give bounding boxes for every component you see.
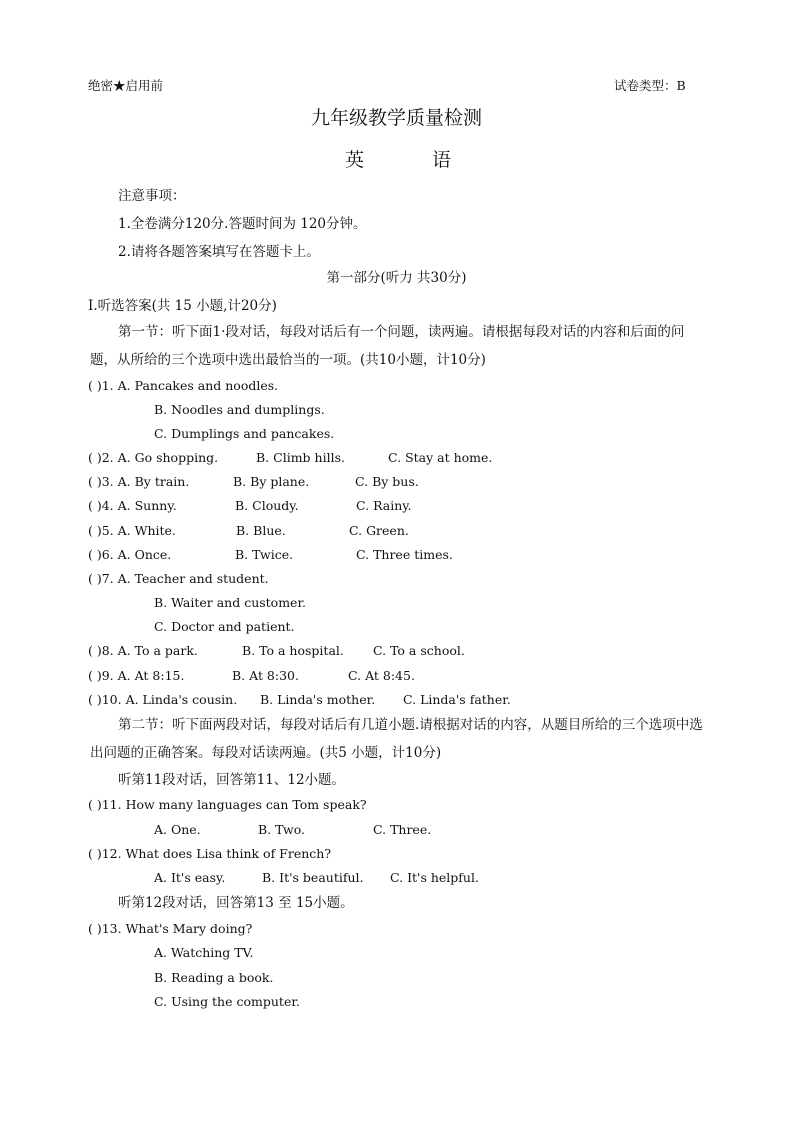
question-8-option-c: C. To a school. <box>373 643 465 658</box>
confidential-mark: 绝密★启用前 <box>88 78 164 93</box>
question-2-option-c: C. Stay at home. <box>388 450 493 465</box>
question-13-stem: ( )13. What's Mary doing? <box>88 921 253 936</box>
question-3-stem: ( )3. A. By train. <box>88 474 190 489</box>
question-7-stem: ( )7. A. Teacher and student. <box>88 571 269 586</box>
question-1-stem: ( )1. A. Pancakes and noodles. <box>88 378 279 393</box>
question-5-option-c: C. Green. <box>349 523 409 538</box>
question-10-option-c: C. Linda's father. <box>403 692 511 707</box>
question-5-option-b: B. Blue. <box>236 523 286 538</box>
question-11-option-a: A. One. <box>154 822 201 837</box>
question-4-stem: ( )4. A. Sunny. <box>88 498 177 513</box>
section2-intro: 第二节：听下面两段对话，每段对话后有几道小题.请根据对话的内容，从题目所给的三个选项中选出问题的正确答案。每段对话读两遍。(共5 小题，计10分) <box>90 717 703 761</box>
question-13-option-a: A. Watching TV. <box>154 945 254 960</box>
paper-type: 试卷类型：B <box>614 78 686 93</box>
question-12-option-a: A. It's easy. <box>154 870 226 885</box>
question-4-option-c: C. Rainy. <box>356 498 412 513</box>
question-7-option-c: C. Doctor and patient. <box>154 619 295 634</box>
exam-title: 九年级教学质量检测 <box>310 107 482 129</box>
dialog-12-intro: 听第12段对话，回答第13 至 15小题。 <box>118 895 354 911</box>
question-6-option-b: B. Twice. <box>235 547 294 562</box>
question-13-option-b: B. Reading a book. <box>154 970 274 985</box>
question-11-option-c: C. Three. <box>373 822 432 837</box>
question-12-option-c: C. It's helpful. <box>390 870 479 885</box>
question-2-option-b: B. Climb hills. <box>256 450 345 465</box>
note-item-1: 1.全卷满分120分.答题时间为 120分钟。 <box>118 216 367 232</box>
section-title: Ⅰ.听选答案(共 15 小题,计20分) <box>88 298 277 314</box>
question-8-stem: ( )8. A. To a park. <box>88 643 198 658</box>
subject-char-1: 英 <box>345 149 365 171</box>
question-3-option-c: C. By bus. <box>355 474 419 489</box>
notes-heading: 注意事项： <box>118 188 186 204</box>
question-5-stem: ( )5. A. White. <box>88 523 176 538</box>
question-9-option-b: B. At 8:30. <box>232 668 299 683</box>
part-title: 第一部分(听力 共30分) <box>326 270 467 286</box>
question-10-stem: ( )10. A. Linda's cousin. <box>88 692 238 707</box>
question-1-option-c: C. Dumplings and pancakes. <box>154 426 335 441</box>
question-2-stem: ( )2. A. Go shopping. <box>88 450 219 465</box>
question-13-option-c: C. Using the computer. <box>154 994 300 1009</box>
question-9-option-c: C. At 8:45. <box>348 668 415 683</box>
question-3-option-b: B. By plane. <box>233 474 310 489</box>
note-item-2: 2.请将各题答案填写在答题卡上。 <box>118 244 320 260</box>
question-11-stem: ( )11. How many languages can Tom speak? <box>88 797 367 812</box>
question-10-option-b: B. Linda's mother. <box>260 692 376 707</box>
question-12-stem: ( )12. What does Lisa think of French? <box>88 846 332 861</box>
question-6-option-c: C. Three times. <box>356 547 453 562</box>
question-6-stem: ( )6. A. Once. <box>88 547 172 562</box>
question-8-option-b: B. To a hospital. <box>242 643 344 658</box>
question-7-option-b: B. Waiter and customer. <box>154 595 307 610</box>
question-9-stem: ( )9. A. At 8:15. <box>88 668 185 683</box>
dialog-11-intro: 听第11段对话，回答第11、12小题。 <box>118 772 346 788</box>
question-12-option-b: B. It's beautiful. <box>262 870 364 885</box>
subject-char-2: 语 <box>432 149 452 171</box>
question-1-option-b: B. Noodles and dumplings. <box>154 402 325 417</box>
section1-intro: 第一节：听下面1·段对话，每段对话后有一个问题，读两遍。请根据每段对话的内容和后面的问题，从所给的三个选项中选出最恰当的一项。(共10小题，计10分) <box>90 324 685 368</box>
question-4-option-b: B. Cloudy. <box>235 498 299 513</box>
question-11-option-b: B. Two. <box>258 822 306 837</box>
